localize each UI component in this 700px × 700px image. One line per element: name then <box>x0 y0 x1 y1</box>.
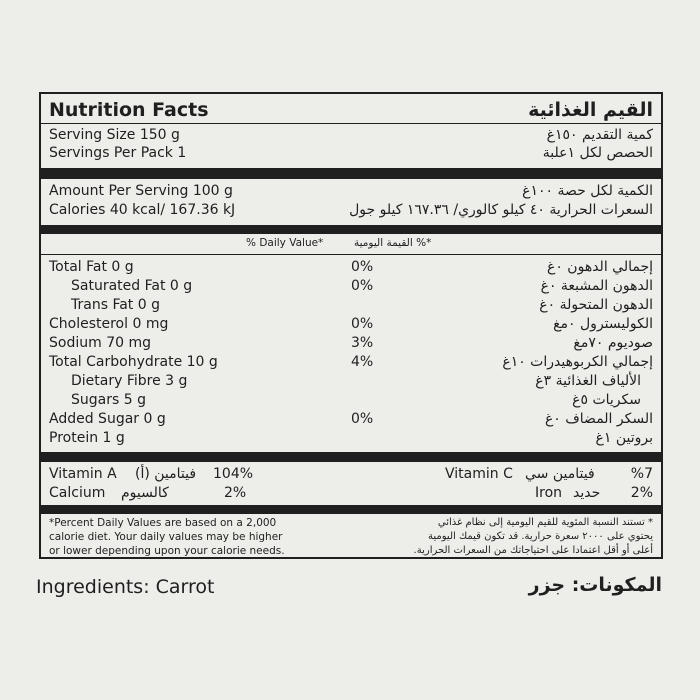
nutrient-name-ar: إجمالي الدهون ٠غ <box>546 259 653 275</box>
nutrient-dv: 4% <box>351 354 374 370</box>
nutrient-name-ar: الكوليسترول ٠مغ <box>553 316 653 332</box>
amount-per-serving-ar: الكمية لكل حصة ١٠٠غ <box>522 183 653 199</box>
daily-value-header-ar: القيمة اليومية %* <box>354 237 432 249</box>
servings-per-pack-en: Servings Per Pack 1 <box>49 145 187 161</box>
calcium-dv: 2% <box>224 485 247 501</box>
thick-divider <box>41 452 661 462</box>
nutrient-name: Sodium 70 mg <box>49 335 151 351</box>
nutrient-name: Added Sugar 0 g <box>49 411 166 427</box>
nutrient-name: Total Fat 0 g <box>49 259 134 275</box>
nutrient-name-ar: الألياف الغذائية ٣غ <box>535 373 641 389</box>
footnote-ar-line: يحتوي على ٢٠٠٠ سعرة حرارية. قد تكون قيمك اليومية <box>428 531 653 542</box>
nutrient-dv: 0% <box>351 259 374 275</box>
nutrient-name: Cholesterol 0 mg <box>49 316 169 332</box>
nutrient-name-ar: صوديوم ٧٠مغ <box>573 335 653 351</box>
nutrient-dv: 0% <box>351 316 374 332</box>
nutrient-name: Total Carbohydrate 10 g <box>49 354 218 370</box>
nutrient-name: Dietary Fibre 3 g <box>71 373 188 389</box>
footnote-en-line: or lower depending upon your calorie needs. <box>49 545 285 557</box>
calories-en: Calories 40 kcal/ 167.36 kJ <box>49 202 236 218</box>
footnote-ar-line: أعلى أو أقل اعتمادا على احتياجاتك من السعرات الحرارية. <box>413 545 653 556</box>
nutrient-name-ar: سكريات ٥غ <box>572 392 641 408</box>
title-en: Nutrition Facts <box>49 99 209 121</box>
nutrient-name-ar: إجمالي الكربوهيدرات ١٠غ <box>502 354 653 370</box>
vitamin-a-en: Vitamin A <box>49 466 117 482</box>
iron-ar: حديد <box>573 485 601 501</box>
nutrition-label <box>39 92 663 559</box>
nutrient-dv: 3% <box>351 335 374 351</box>
footnote-ar-line: * تستند النسبة المئوية للقيم اليومية إلى نظام غذائي <box>437 517 653 528</box>
nutrient-name-ar: بروتين ١غ <box>595 430 653 446</box>
serving-size-ar: كمية التقديم ١٥٠غ <box>546 127 653 143</box>
vitamin-c-ar: فيتامين سي <box>525 466 595 482</box>
divider <box>41 254 661 255</box>
nutrient-name-ar: الدهون المتحولة ٠غ <box>539 297 653 313</box>
calories-ar: السعرات الحرارية ٤٠ كيلو كالوري/ ١٦٧.٣٦ كيلو جول <box>349 202 653 218</box>
nutrient-dv: 0% <box>351 411 374 427</box>
calcium-ar: كالسيوم <box>121 485 169 501</box>
iron-en: Iron <box>535 485 563 501</box>
title-ar: القيم الغذائية <box>528 99 653 121</box>
nutrient-dv: 0% <box>351 278 374 294</box>
ingredients-ar: المكونات: جزر <box>528 574 662 596</box>
footnote-en-line: calorie diet. Your daily values may be higher <box>49 531 283 543</box>
divider <box>41 123 661 124</box>
nutrient-name: Sugars 5 g <box>71 392 146 408</box>
serving-size-en: Serving Size 150 g <box>49 127 180 143</box>
servings-per-pack-ar: الحصص لكل ١علبة <box>542 145 653 161</box>
vitamin-c-en: Vitamin C <box>445 466 513 482</box>
vitamin-c-dv: %7 <box>630 466 653 482</box>
nutrient-name: Trans Fat 0 g <box>71 297 160 313</box>
vitamin-a-ar: فيتامين (أ) <box>135 466 197 482</box>
nutrient-name-ar: الدهون المشبعة ٠غ <box>540 278 653 294</box>
vitamin-a-dv: 104% <box>213 466 254 482</box>
ingredients-en: Ingredients: Carrot <box>36 576 215 598</box>
thick-divider <box>41 505 661 514</box>
daily-value-header-en: % Daily Value* <box>246 237 324 249</box>
thick-divider <box>41 168 661 179</box>
amount-per-serving-en: Amount Per Serving 100 g <box>49 183 233 199</box>
nutrient-name: Saturated Fat 0 g <box>71 278 193 294</box>
nutrient-name: Protein 1 g <box>49 430 125 446</box>
calcium-en: Calcium <box>49 485 106 501</box>
footnote-en-line: *Percent Daily Values are based on a 2,000 <box>49 517 277 529</box>
iron-dv: 2% <box>630 485 653 501</box>
thick-divider <box>41 225 661 234</box>
nutrient-name-ar: السكر المضاف ٠غ <box>544 411 653 427</box>
